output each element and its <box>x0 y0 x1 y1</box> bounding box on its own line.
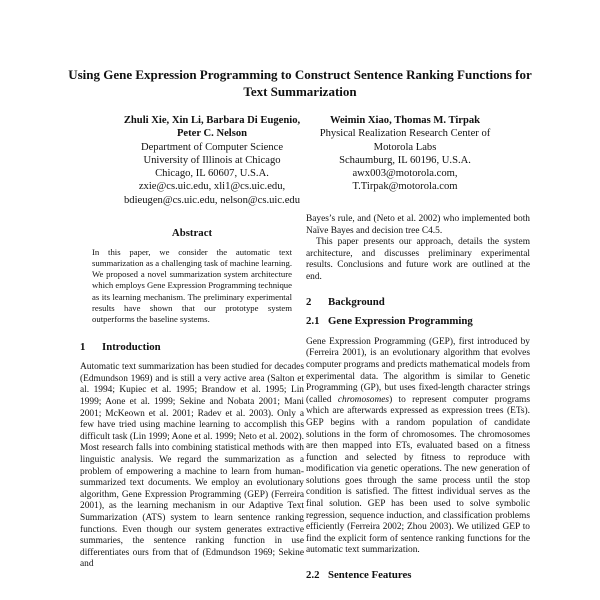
author-names: Weimin Xiao, Thomas M. Tirpak <box>329 115 481 126</box>
author-names-line-2: Peter C. Nelson <box>176 128 248 140</box>
author-names-line-1: Zhuli Xie, Xin Li, Barbara Di Eugenio, <box>123 115 301 126</box>
sentence-features-heading <box>306 570 530 578</box>
abstract-heading: Abstract <box>171 227 213 239</box>
email-line-2: bdieugen@cs.uic.edu, nelson@cs.uic.edu <box>123 194 301 206</box>
email-line-2: T.Tirpak@motorola.com <box>352 181 458 193</box>
email-line-1: awx003@motorola.com, <box>352 168 458 180</box>
left-column <box>80 228 304 571</box>
intro-summary-text: This paper presents our approach, details the system architecture, and discusses preliminary experimental results. Conclusions and future work are outlined at the end. <box>306 237 530 282</box>
subsection-title: Sentence Features <box>328 570 412 579</box>
authors-right <box>280 114 530 194</box>
section-number: 2 <box>306 295 312 308</box>
gep-text <box>306 337 530 557</box>
intro-continuation-text: Bayes’s rule, and (Neto et al. 2002) who implemented both Naïve Bayes and decision tree C4.5. <box>306 214 530 236</box>
background-heading <box>306 297 530 309</box>
introduction-text: Automatic text summarization has been studied for decades (Edmundson 1969) and is still a very active area (Salton et al. 1994; Kupiec et al. 1995; Brandow et al. 1995; Lin 1999; Aone et al. 1999; Sekine and Nobata 2001; Mani 2001; McKeown et al. 2001; Radev et al. 2003). Only a few have tried using machine learning to accomplish this difficult task (Lin 1999; Aone et al. 1999; Neto et al. 2002). Most research falls into combining statistical methods with linguistic analysis. We regard the summarization as a problem of empowering a machine to learn from human-summarized text documents. We employ an evolutionary algorithm, Gene Expression Programming (GEP) (Ferreira 2001), as the learning mechanism in our Adaptive Text Summarization (ATS) system to learn sentence ranking functions. Even though our system generates extractive summaries, the sentence ranking function in use differentiates ours from that of (Edmundson 1969; Sekine and <box>80 362 304 570</box>
subsection-number: 2.2 <box>306 570 320 579</box>
address: Schaumburg, IL 60196, U.S.A. <box>339 154 471 166</box>
affiliation-line-2: Motorola Labs <box>373 141 437 153</box>
gep-heading <box>306 316 530 328</box>
subsection-title: Gene Expression Programming <box>328 315 473 328</box>
abstract-text: In this paper, we consider the automatic text summarization as a challenging task of machine learning. We proposed a novel summarization system architecture which employs Gene Expression Programming technique as its learning mechanism. The preliminary experimental results have shown that our prototype system outperforms the baseline systems. <box>92 246 293 325</box>
affiliation-line-1: Physical Realization Research Center of <box>319 128 491 140</box>
email-line-1: zxie@cs.uic.edu, xli1@cs.uic.edu, <box>138 181 286 193</box>
introduction-heading <box>80 342 304 354</box>
gep-text-part-2: ) to represent computer programs which are afterwards expressed as expression trees (ETs). GEP begins with a random population of candidate solutions in the form of chromosomes. The chromosomes are then mapped into ETs, evaluated based on a fitness function and selected by fitness to reproduce with modification via genetic operations. The new generation of solutions goes through the same process until the stop condition is satisfied. The fittest individual serves as the final solution. GEP has been used to solve symbolic regression, sequence induction, and classification problems efficiently (Ferreira 2002; Zhou 2003). We utilized GEP to find the explicit form of sentence ranking functions for the automatic text summarization. <box>306 394 530 556</box>
affiliation-line-2: University of Illinois at Chicago <box>143 154 281 166</box>
section-title: Introduction <box>102 340 161 353</box>
section-number: 1 <box>80 340 86 353</box>
affiliation-line-1: Department of Computer Science <box>140 141 284 153</box>
subsection-number: 2.1 <box>306 315 320 328</box>
paper-title: Using Gene Expression Programming to Construct Sentence Ranking Functions for Text Summarization <box>68 67 532 99</box>
right-column <box>306 214 530 578</box>
section-title: Background <box>328 295 385 308</box>
gep-text-part-1: Gene Expression Programming (GEP), first introduced by (Ferreira 2001), is an evolutionary algorithm that evolves computer programs and predicts mathematical models from experimental data. The algorithm is similar to Genetic Programming (GP), but uses fixed-length character strings (called <box>306 336 530 405</box>
gep-italic-term: chromosomes <box>337 394 390 405</box>
address: Chicago, IL 60607, U.S.A. <box>155 168 269 180</box>
